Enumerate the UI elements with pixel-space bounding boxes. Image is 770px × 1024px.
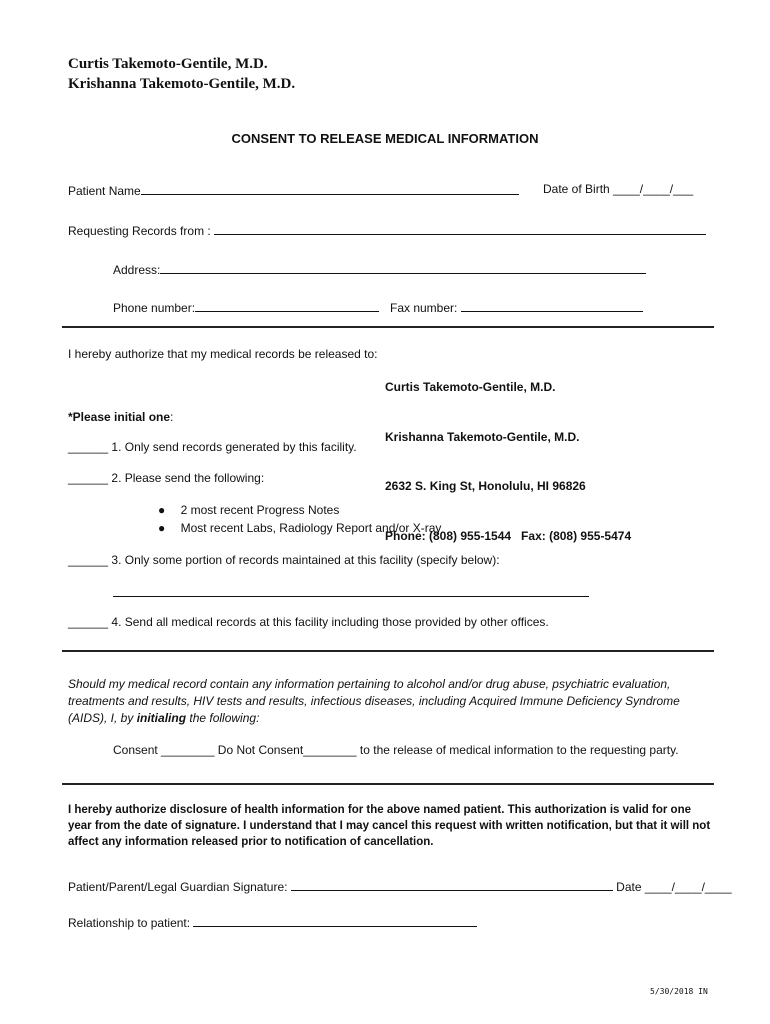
- option-2: [68, 471, 264, 485]
- initial-blank-3[interactable]: ______: [68, 553, 109, 567]
- initial-heading: [68, 410, 173, 424]
- dob-field[interactable]: ____/____/___: [613, 182, 694, 196]
- consent-row: [113, 743, 679, 757]
- option-3: [68, 553, 500, 567]
- signature-row: [68, 878, 732, 894]
- signature-date-label: Date: [616, 880, 642, 894]
- bullet-icon: ●: [158, 521, 166, 535]
- option-3-text: 3. Only some portion of records maintained at this facility (specify below):: [111, 553, 500, 567]
- address-label: Address:: [113, 263, 161, 277]
- doctor-name-1: Curtis Takemoto-Gentile, M.D.: [68, 56, 268, 72]
- recipient-line: Krishanna Takemoto-Gentile, M.D.: [385, 429, 580, 444]
- authorize-label: I hereby authorize that my medical records be released to:: [68, 347, 378, 361]
- option-1-text: 1. Only send records generated by this facility.: [111, 440, 357, 454]
- initial-blank-4[interactable]: ______: [68, 615, 109, 629]
- initial-heading-text: *Please initial one: [68, 410, 171, 424]
- signature-label: Patient/Parent/Legal Guardian Signature:: [68, 880, 288, 894]
- patient-name-row: [68, 182, 519, 198]
- requesting-row: [68, 222, 706, 238]
- fax-row: [390, 299, 643, 315]
- sensitive-text-bold: initialing: [136, 711, 187, 725]
- divider-2: [62, 650, 714, 652]
- sensitive-text-b: the following:: [186, 711, 260, 725]
- phone-row: [113, 299, 379, 315]
- recipient-line: Curtis Takemoto-Gentile, M.D.: [385, 380, 556, 394]
- consent-tail: to the release of medical information to the requesting party.: [359, 743, 679, 757]
- authorization-statement: I hereby authorize disclosure of health information for the above named patient. This authorization is valid for one year from the date of signature. I understand that I may cancel this request with written notification, but that it will not affect any information released prior to notification of cancellation.: [68, 804, 711, 848]
- initial-heading-colon: :: [170, 410, 174, 424]
- initial-blank-1[interactable]: ______: [68, 440, 109, 454]
- dob-row: [543, 182, 693, 196]
- consent-blank[interactable]: ________: [161, 743, 215, 757]
- option-1: [68, 440, 357, 454]
- specify-field[interactable]: [113, 584, 589, 597]
- requesting-field[interactable]: [214, 222, 706, 235]
- specify-row: [113, 584, 589, 600]
- initial-blank-2[interactable]: ______: [68, 471, 109, 485]
- bullet-item: [158, 503, 339, 517]
- patient-name-field[interactable]: [141, 182, 519, 195]
- sensitive-info-paragraph: [68, 676, 708, 727]
- relationship-row: [68, 914, 477, 930]
- signature-date-field[interactable]: ____/____/____: [644, 880, 732, 894]
- phone-field[interactable]: [195, 299, 379, 312]
- option-4: [68, 615, 549, 629]
- signature-field[interactable]: [291, 878, 613, 891]
- footer-date: 5/30/2018 IN: [650, 987, 708, 996]
- consent-label: Consent: [113, 743, 158, 757]
- option-2-text: 2. Please send the following:: [111, 471, 265, 485]
- do-not-consent-label: Do Not Consent: [217, 743, 304, 757]
- divider-1: [62, 326, 714, 328]
- bullet-item: [158, 521, 441, 535]
- bullet-text: 2 most recent Progress Notes: [180, 503, 340, 517]
- relationship-label: Relationship to patient:: [68, 916, 191, 930]
- dob-label: Date of Birth: [543, 182, 610, 196]
- bullet-icon: ●: [158, 503, 166, 517]
- address-field[interactable]: [160, 261, 646, 274]
- fax-label: Fax number:: [390, 301, 458, 315]
- bullet-text: Most recent Labs, Radiology Report and/or X-ray: [180, 521, 442, 535]
- divider-3: [62, 783, 714, 785]
- do-not-consent-blank[interactable]: ________: [303, 743, 357, 757]
- form-title: CONSENT TO RELEASE MEDICAL INFORMATION: [231, 131, 539, 146]
- patient-name-label: Patient Name: [68, 184, 141, 198]
- recipient-line: Phone: (808) 955-1544 Fax: (808) 955-5474: [385, 528, 632, 543]
- doctor-name-2: Krishanna Takemoto-Gentile, M.D.: [68, 76, 296, 92]
- recipient-line: 2632 S. King St, Honolulu, HI 96826: [385, 479, 586, 493]
- requesting-label: Requesting Records from :: [68, 224, 211, 238]
- phone-label: Phone number:: [113, 301, 196, 315]
- address-row: [113, 261, 646, 277]
- sensitive-text-a: Should my medical record contain any information pertaining to alcohol and/or drug abuse, psychiatric evaluation, treatments and results, HIV tests and results, infectious diseases, including Acquired Immune Deficiency Syndrome (AIDS), I, by: [68, 677, 680, 725]
- relationship-field[interactable]: [193, 914, 477, 927]
- option-4-text: 4. Send all medical records at this facility including those provided by other offices.: [111, 615, 549, 629]
- fax-field[interactable]: [461, 299, 643, 312]
